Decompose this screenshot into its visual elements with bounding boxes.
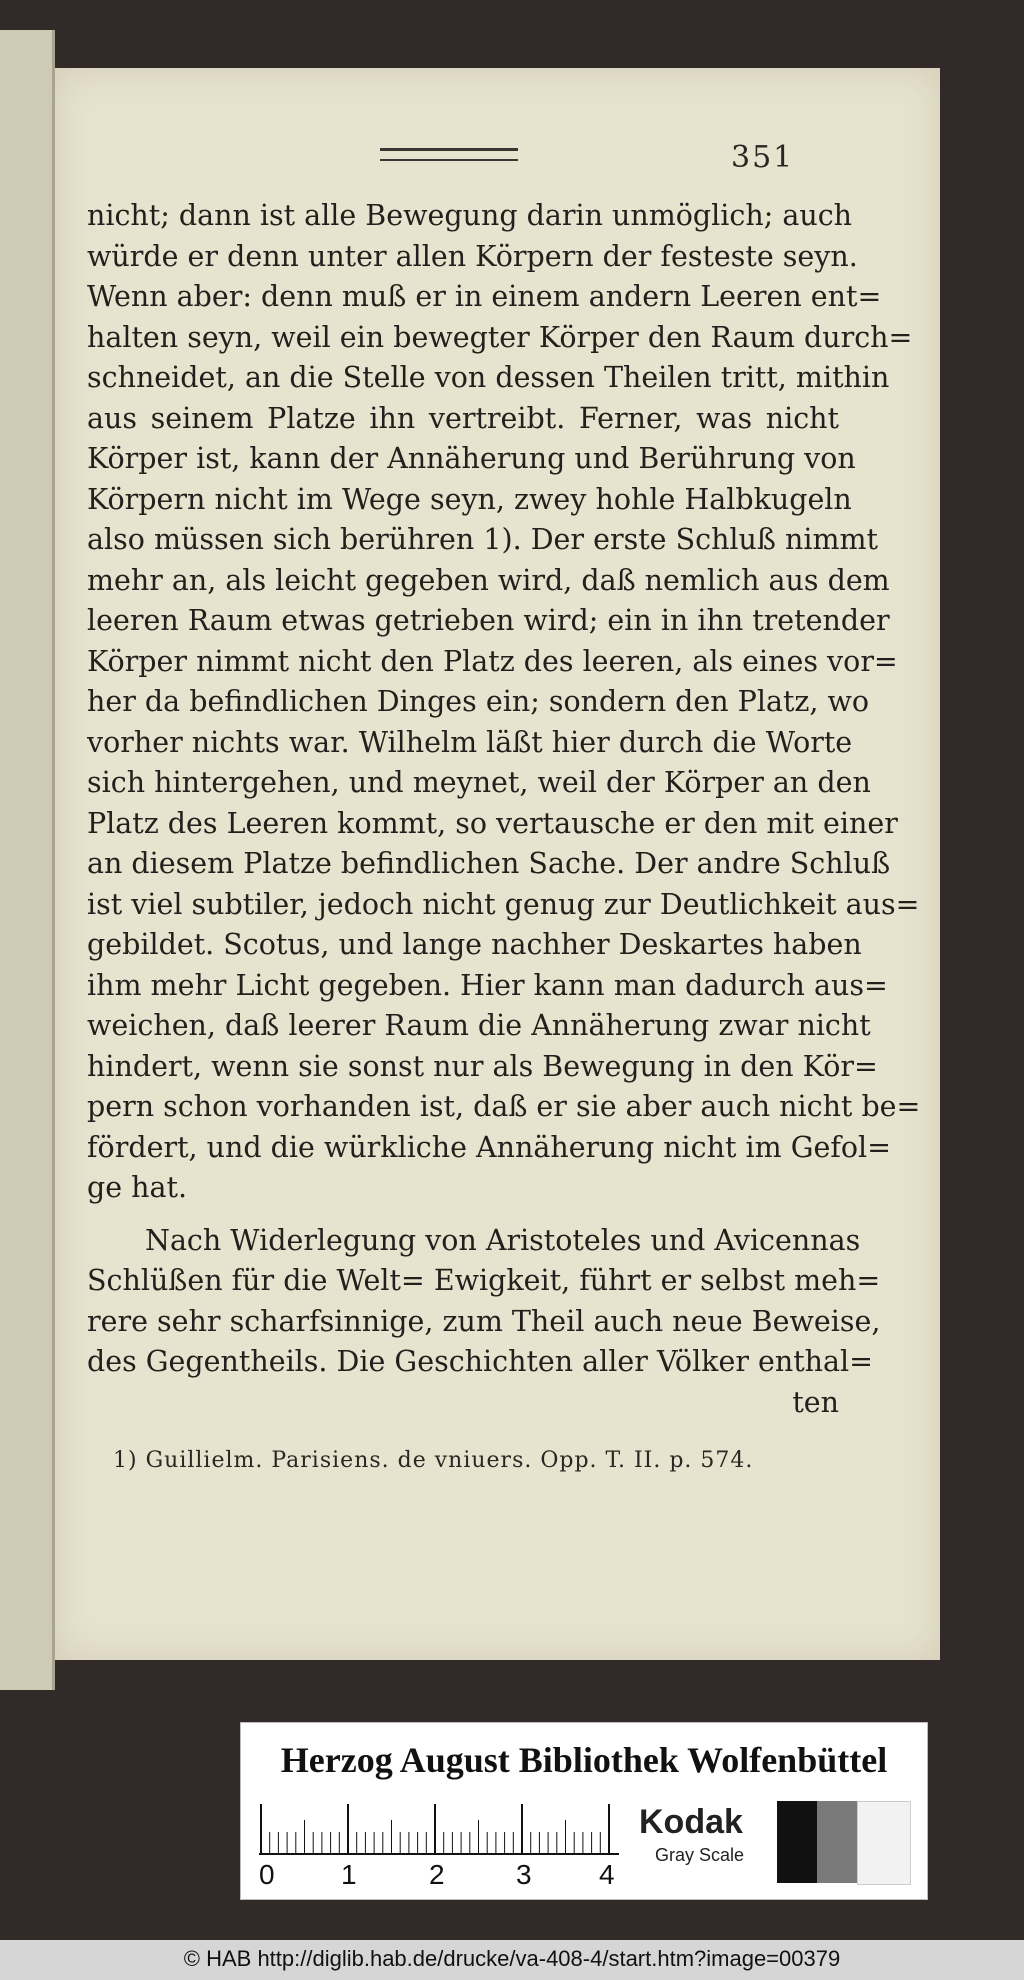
copyright-link[interactable]: © HAB http://diglib.hab.de/drucke/va-408-4/start.htm?image=00379	[183, 1946, 841, 1971]
catchword: ten	[792, 1385, 839, 1419]
text-line: Körper ist, kann der Annäherung und Berührung von	[87, 442, 856, 475]
text-line: aus seinem Platze ihn vertreibt. Ferner, was nicht	[87, 401, 839, 435]
header-rule	[380, 148, 518, 161]
ruler-label: 1	[341, 1859, 357, 1890]
library-scale-card	[240, 1722, 928, 1900]
text-line: fördert, und die würkliche Annäherung nicht im Gefol=	[87, 1130, 892, 1164]
text-line: schneidet, an die Stelle von dessen Theilen tritt, mithin	[87, 361, 890, 394]
text-line: mehr an, als leicht gegeben wird, daß nemlich aus dem	[87, 563, 890, 597]
text-line: rere sehr scharfsinnige, zum Theil auch neue Beweise,	[87, 1304, 881, 1338]
footnote: 1) Guillielm. Parisiens. de vniuers. Opp. T. II. p. 574.	[113, 1448, 754, 1473]
ruler-label: 3	[516, 1859, 532, 1890]
paragraph-2	[87, 1221, 881, 1383]
text-line: Nach Widerlegung von Aristoteles und Avicennas	[145, 1223, 861, 1257]
text-line: Körper nimmt nicht den Platz des leeren, als eines vor=	[87, 644, 898, 678]
text-line: würde er denn unter allen Körpern der festeste seyn.	[87, 239, 858, 273]
text-line: nicht; dann ist alle Bewegung darin unmöglich; auch	[87, 199, 853, 232]
text-line: gebildet. Scotus, und lange nachher Deskartes haben	[87, 928, 862, 961]
text-line: Platz des Leeren kommt, so vertausche er den mit einer	[87, 806, 898, 840]
ruler-labels	[259, 1859, 619, 1893]
book-page	[55, 68, 940, 1660]
text-line: sich hintergehen, und meynet, weil der Körper an den	[87, 766, 871, 799]
gray-swatch-mid	[817, 1801, 857, 1883]
text-line: pern schon vorhanden ist, daß er sie aber auch nicht be=	[87, 1090, 921, 1123]
text-line: an diesem Platze befindlichen Sache. Der andre Schluß	[87, 847, 891, 880]
text-line: ihm mehr Licht gegeben. Hier kann man dadurch aus=	[87, 968, 888, 1002]
page-number: 351	[731, 140, 795, 175]
text-line: leeren Raum etwas getrieben wird; ein in ihn tretender	[87, 604, 890, 637]
text-line: Schlüßen für die Welt= Ewigkeit, führt er selbst meh=	[87, 1264, 881, 1297]
text-line: also müssen sich berühren 1). Der erste Schluß nimmt	[87, 523, 878, 556]
text-line: hindert, wenn sie sonst nur als Bewegung in den Kör=	[87, 1049, 878, 1083]
kodak-logo: Kodak	[639, 1803, 743, 1841]
text-line: Körpern nicht im Wege seyn, zwey hohle Halbkugeln	[87, 482, 852, 516]
text-line: halten seyn, weil ein bewegter Körper den Raum durch=	[87, 320, 913, 354]
gray-swatch-white	[857, 1801, 911, 1885]
text-line: ist viel subtiler, jedoch nicht genug zur Deutlichkeit aus=	[87, 887, 920, 921]
measuring-ruler	[259, 1801, 619, 1855]
text-line: des Gegentheils. Die Geschichten aller Völker enthal=	[87, 1345, 874, 1378]
library-name: Herzog August Bibliothek Wolfenbüttel	[280, 1740, 888, 1780]
text-line: weichen, daß leerer Raum die Annäherung zwar nicht	[87, 1009, 871, 1042]
gray-scale-label: Gray Scale	[655, 1845, 745, 1865]
text-line: ge hat.	[87, 1171, 188, 1204]
ruler-label: 4	[599, 1859, 615, 1890]
text-line: vorher nichts war. Wilhelm läßt hier durch die Worte	[87, 725, 853, 759]
ruler-label: 0	[259, 1859, 275, 1890]
body-text	[87, 196, 921, 1423]
ruler-label: 2	[429, 1859, 445, 1890]
text-line: Wenn aber: denn muß er in einem andern Leeren ent=	[87, 280, 882, 313]
previous-page-edge	[0, 30, 55, 1690]
paragraph-1	[87, 196, 921, 1209]
text-line: her da befindlichen Dinges ein; sondern den Platz, wo	[87, 685, 870, 718]
paragraph-gap	[87, 1209, 839, 1221]
gray-swatch-black	[777, 1801, 817, 1883]
